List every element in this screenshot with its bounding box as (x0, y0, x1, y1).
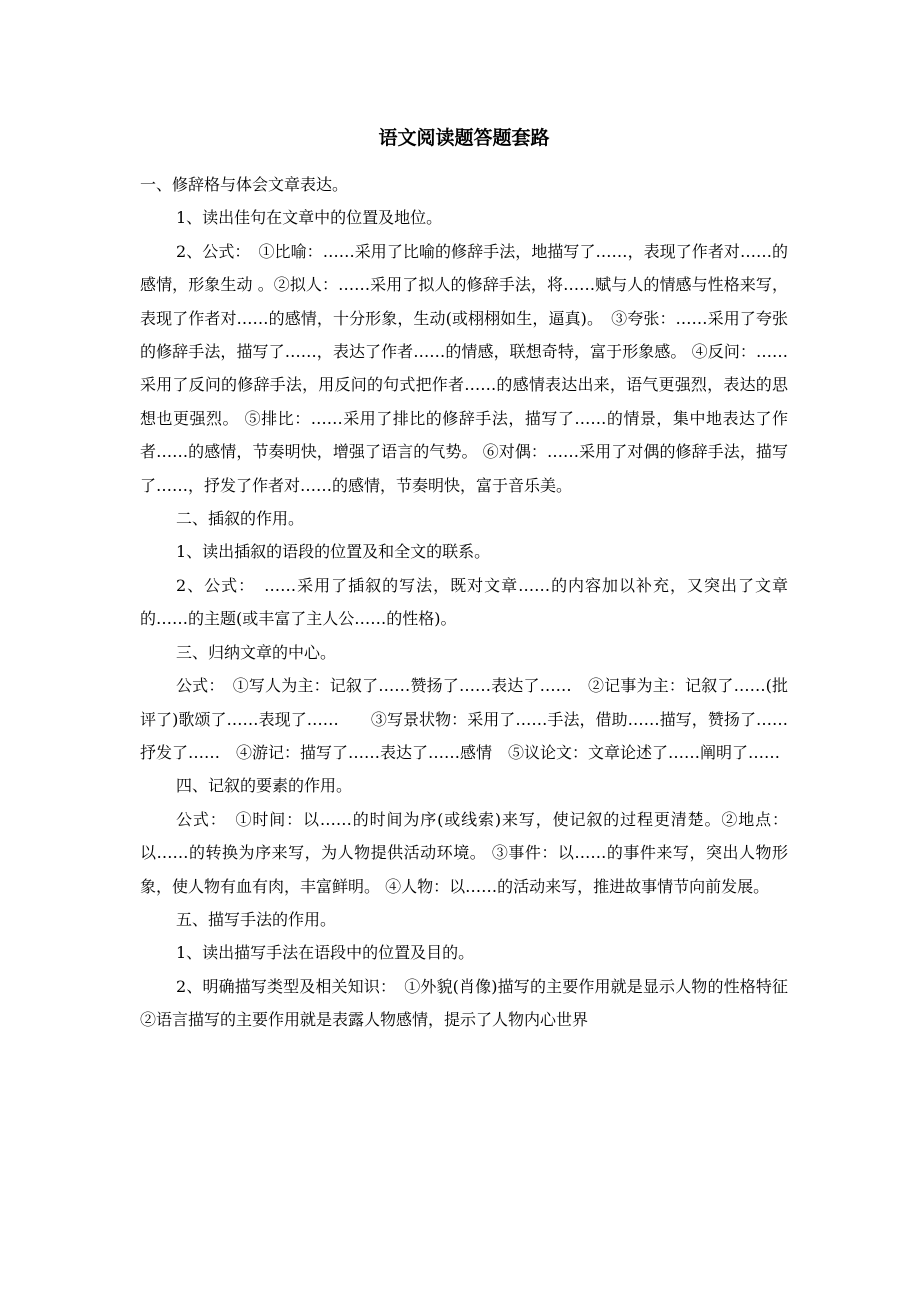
document-body (140, 168, 788, 1037)
section-heading-central-idea: 三、归纳文章的中心。 (176, 642, 337, 662)
section-heading-narrative-elements: 四、记叙的要素的作用。 (176, 776, 353, 796)
paragraph-description-types: 2、明确描写类型及相关知识： ①外貌(肖像)描写的主要作用就是显示人物的性格特征 ②语言描写的主要作用就是表露人物感情，提示了人物内心世界 (140, 976, 788, 1030)
paragraph-formula-narrative-elements: 公式： ①时间：以……的时间为序(或线索)来写，使记叙的过程更清楚。②地点：以……的转换为序来写，为人物提供活动环境。 ③事件：以……的事件来写，突出人物形象，使人物有血有肉，丰富鲜明。 ④人物：以……的活动来写，推进故事情节向前发展。 (140, 809, 788, 896)
paragraph-formula-central-idea: 公式： ①写人为主：记叙了……赞扬了……表达了…… ②记事为主：记叙了……(批评了)歌颂了……表现了…… ③写景状物：采用了……手法，借助……描写，赞扬了……抒发了…… ④游记：描写了……表达了……感情 ⑤议论文：文章论述了……阐明了…… (140, 676, 788, 762)
section-heading-description: 五、描写手法的作用。 (176, 909, 337, 929)
paragraph: 1、读出插叙的语段的位置及和全文的联系。 (176, 542, 491, 562)
section-heading-rhetoric: 一、修辞格与体会文章表达。 (140, 175, 349, 194)
document-title: 语文阅读题答题套路 (378, 127, 550, 149)
section-heading-flashback: 二、插叙的作用。 (176, 509, 305, 529)
paragraph-formula-rhetoric: 2、公式： ①比喻：……采用了比喻的修辞手法，地描写了……，表现了作者对……的感情，形象生动 。②拟人：……采用了拟人的修辞手法，将……赋与人的情感与性格来写，表现了作者对……的感情，十分形象，生动(或栩栩如生，逼真)。 ③夸张：……采用了夸张的修辞手法，描写了……，表达了作者……的情感，联想奇特，富于形象感。 ④反问：……采用了反问的修辞手法，用反问的句式把作者……的感情表达出来，语气更强烈，表达的思想也更强烈。 ⑤排比：……采用了排比的修辞手法，描写了……的情景，集中地表达了作者……的感情，节奏明快，增强了语言的气势。 ⑥对偶：……采用了对偶的修辞手法，描写了……，抒发了作者对……的感情，节奏明快，富于音乐美。 (140, 241, 788, 495)
paragraph-formula-flashback: 2、公式： ……采用了插叙的写法，既对文章……的内容加以补充，又突出了文章的……的主题(或丰富了主人公……的性格)。 (140, 575, 788, 629)
paragraph: 1、读出佳句在文章中的位置及地位。 (176, 208, 443, 228)
paragraph: 1、读出描写手法在语段中的位置及目的。 (176, 943, 475, 963)
